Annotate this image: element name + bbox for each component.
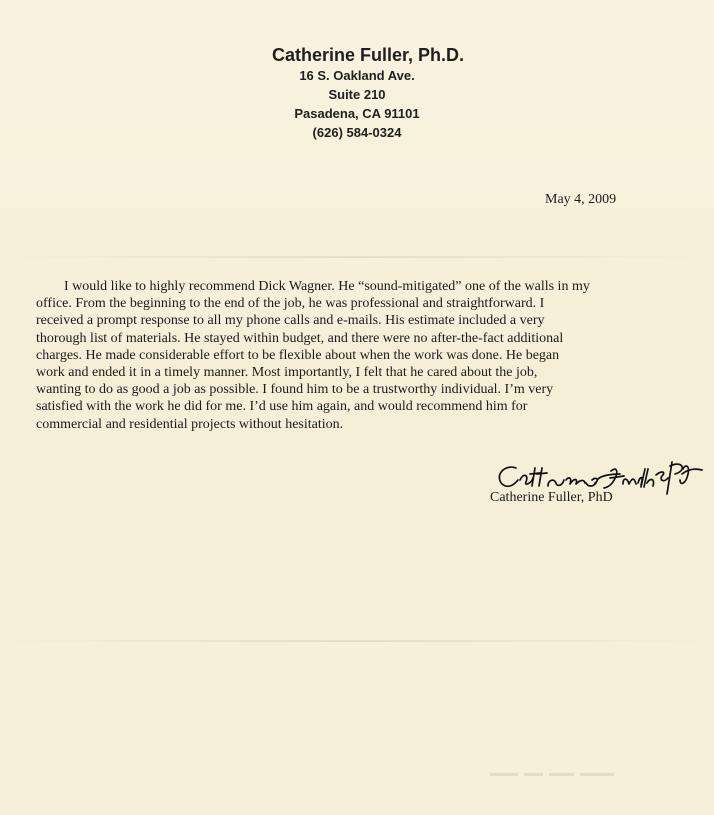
letterhead-phone: (626) 584-0324 bbox=[312, 125, 402, 140]
letterhead-address-line2: Suite 210 bbox=[328, 87, 386, 102]
body-line: satisfied with the work he did for me. I’d use him again, and would recommend him for bbox=[36, 399, 528, 415]
letterhead-address-line1: 16 S. Oakland Ave. bbox=[299, 68, 415, 83]
body-line: thorough list of materials. He stayed within budget, and there were no after-the-fact additional bbox=[36, 330, 564, 346]
letterhead-name: Catherine Fuller, Ph.D. bbox=[271, 45, 465, 65]
letter-body bbox=[36, 278, 626, 433]
letter-date: May 4, 2009 bbox=[545, 192, 617, 207]
body-line: office. From the beginning to the end of the job, he was professional and straightforward. I bbox=[36, 296, 545, 312]
body-line: received a prompt response to all my phone calls and e-mails. His estimate included a very bbox=[36, 313, 545, 329]
letterhead-city-state-zip: Pasadena, CA 91101 bbox=[294, 106, 420, 121]
letterhead bbox=[0, 44, 714, 142]
body-line: wanting to do as good a job as possible. I found him to be a trustworthy individual. I’m very bbox=[36, 382, 554, 398]
body-line: work and ended it in a timely manner. Most importantly, I felt that he cared about the job, bbox=[36, 365, 538, 381]
signature-name: Catherine Fuller, PhD bbox=[490, 490, 613, 505]
faint-bleedthrough-mark bbox=[490, 770, 630, 780]
body-line: commercial and residential projects without hesitation. bbox=[36, 416, 344, 432]
paper-fold bbox=[0, 640, 714, 642]
body-line: charges. He made considerable effort to be flexible about when the work was done. He began bbox=[36, 347, 560, 363]
paper-fold bbox=[0, 256, 714, 258]
body-line: I would like to highly recommend Dick Wagner. He “sound-mitigated” one of the walls in my bbox=[64, 279, 590, 294]
